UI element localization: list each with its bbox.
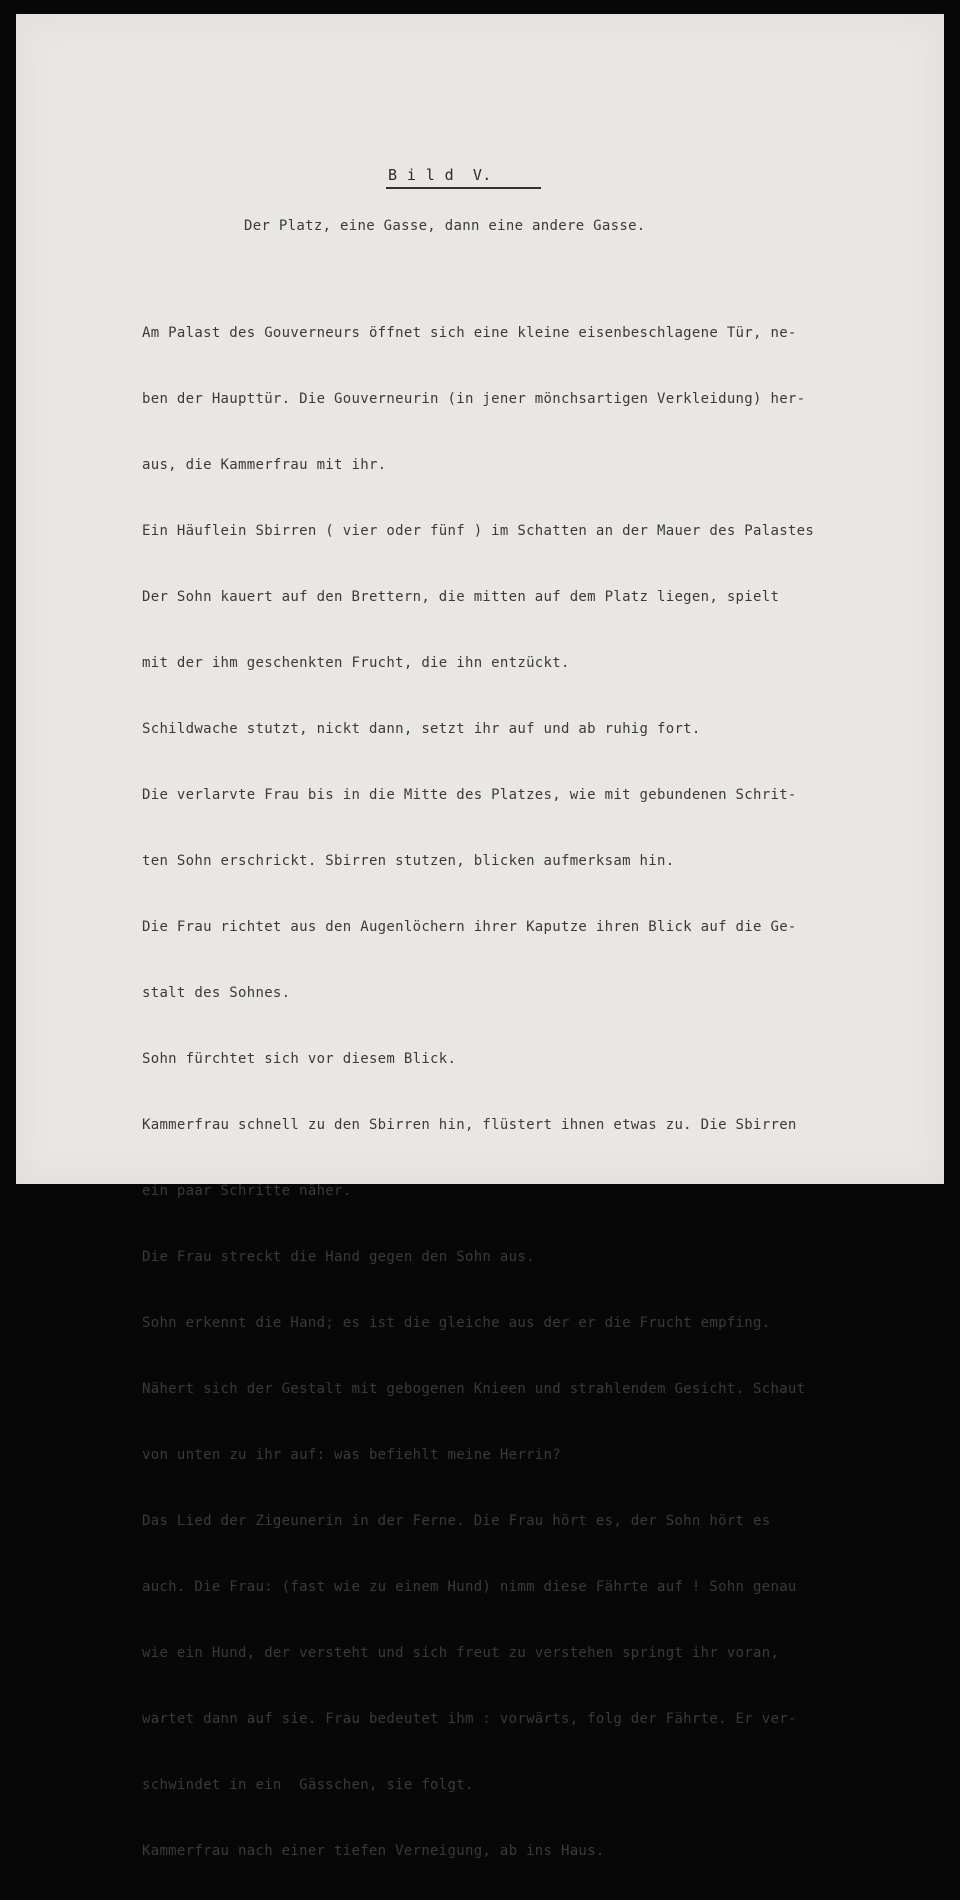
scene-setting: Der Platz, eine Gasse, dann eine andere Gasse.	[244, 218, 646, 234]
text-line: stalt des Sohnes.	[142, 985, 291, 1001]
text-line: Am Palast des Gouverneurs öffnet sich eine kleine eisenbeschlagene Tür, ne-	[142, 325, 797, 341]
scene-title: B i l d V.	[388, 166, 492, 184]
text-line: schwindet in ein Gässchen, sie folgt.	[142, 1777, 474, 1793]
text-line: wartet dann auf sie. Frau bedeutet ihm : vorwärts, folg der Fährte. Er ver-	[142, 1711, 797, 1727]
text-line: ben der Haupttür. Die Gouverneurin (in jener mönchsartigen Verkleidung) her-	[142, 391, 806, 407]
title-underline	[386, 187, 541, 189]
text-line: Sohn erkennt die Hand; es ist die gleiche aus der er die Frucht empfing.	[142, 1315, 771, 1331]
text-line: Der Sohn kauert auf den Brettern, die mitten auf dem Platz liegen, spielt	[142, 589, 780, 605]
stage-directions	[142, 284, 932, 1900]
text-line: Die Frau streckt die Hand gegen den Sohn aus.	[142, 1249, 535, 1265]
text-line: Das Lied der Zigeunerin in der Ferne. Die Frau hört es, der Sohn hört es	[142, 1513, 771, 1529]
text-line: Kammerfrau nach einer tiefen Verneigung, ab ins Haus.	[142, 1843, 605, 1859]
text-line: auch. Die Frau: (fast wie zu einem Hund) nimm diese Fährte auf ! Sohn genau	[142, 1579, 797, 1595]
typewritten-page	[16, 14, 944, 1859]
text-line: ten Sohn erschrickt. Sbirren stutzen, blicken aufmerksam hin.	[142, 853, 675, 869]
text-line: mit der ihm geschenkten Frucht, die ihn entzückt.	[142, 655, 570, 671]
text-line: Die verlarvte Frau bis in die Mitte des Platzes, wie mit gebundenen Schrit-	[142, 787, 797, 803]
text-line: ein paar Schritte näher.	[142, 1183, 352, 1199]
text-line: Die Frau richtet aus den Augenlöchern ihrer Kaputze ihren Blick auf die Ge-	[142, 919, 797, 935]
text-line: von unten zu ihr auf: was befiehlt meine Herrin?	[142, 1447, 561, 1463]
text-line: Sohn fürchtet sich vor diesem Blick.	[142, 1051, 457, 1067]
text-line: wie ein Hund, der versteht und sich freut zu verstehen springt ihr voran,	[142, 1645, 780, 1661]
text-line: Kammerfrau schnell zu den Sbirren hin, flüstert ihnen etwas zu. Die Sbirren	[142, 1117, 797, 1133]
text-line: Schildwache stutzt, nickt dann, setzt ihr auf und ab ruhig fort.	[142, 721, 701, 737]
text-line: aus, die Kammerfrau mit ihr.	[142, 457, 387, 473]
text-line: Nähert sich der Gestalt mit gebogenen Knieen und strahlendem Gesicht. Schaut	[142, 1381, 806, 1397]
text-line: Ein Häuflein Sbirren ( vier oder fünf ) im Schatten an der Mauer des Palastes	[142, 523, 815, 539]
